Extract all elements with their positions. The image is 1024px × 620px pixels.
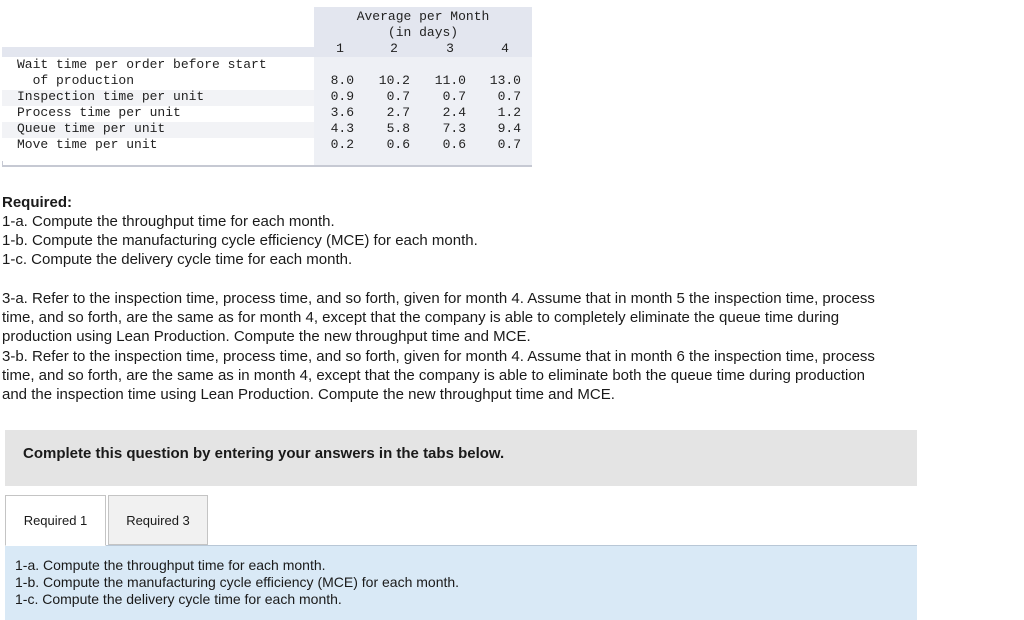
- table-header-left-band: [2, 47, 314, 57]
- row-label-inspection-time: Inspection time per unit: [17, 89, 205, 104]
- table-cell: 4.3: [330, 121, 354, 136]
- row-label-process-time: Process time per unit: [17, 105, 181, 120]
- month-3-header: 3: [446, 41, 454, 56]
- table-body: [2, 57, 532, 165]
- part3-line: 3-b. Refer to the inspection time, process time, and so forth, given for month 4. Assume that in month 6 the inspection time, process: [2, 348, 875, 365]
- table-cell: 0.7: [386, 89, 410, 104]
- table-bottom-tick: [2, 161, 3, 167]
- month-4-header: 4: [501, 41, 509, 56]
- table-cell: 10.2: [378, 73, 410, 88]
- tab-required-3[interactable]: Required 3: [108, 495, 208, 545]
- table-cell: 9.4: [497, 121, 521, 136]
- tab-required-1[interactable]: Required 1: [5, 495, 106, 546]
- table-cell: 0.7: [497, 89, 521, 104]
- table-cell: 1.2: [497, 105, 521, 120]
- instruction-banner: [5, 430, 917, 486]
- table-cell: 8.0: [330, 73, 354, 88]
- table-cell: 3.6: [330, 105, 354, 120]
- table-cell: 7.3: [442, 121, 466, 136]
- tab-content-panel: [5, 546, 917, 620]
- row-label-queue-time: Queue time per unit: [17, 121, 166, 136]
- table-cell: 0.6: [442, 137, 466, 152]
- required-item-1c: 1-c. Compute the delivery cycle time for each month.: [2, 251, 353, 268]
- table-cell: 2.4: [442, 105, 466, 120]
- table-header-subtitle: (in days): [387, 25, 459, 40]
- row-label-move-time: Move time per unit: [17, 137, 158, 152]
- table-cell: 0.7: [442, 89, 466, 104]
- tab-content-line: 1-c. Compute the delivery cycle time for each month.: [15, 591, 342, 607]
- required-item-1b: 1-b. Compute the manufacturing cycle efficiency (MCE) for each month.: [2, 232, 478, 249]
- table-cell: 5.8: [386, 121, 410, 136]
- part3-line: time, and so forth, are the same as in month 4, except that the company is able to eliminate both the queue time during production: [2, 367, 866, 384]
- required-heading: Required:: [2, 194, 73, 211]
- part3-line: 3-a. Refer to the inspection time, process time, and so forth, given for month 4. Assume that in month 5 the inspection time, process: [2, 290, 875, 307]
- table-cell: 11.0: [434, 73, 466, 88]
- table-cell: 0.2: [330, 137, 354, 152]
- row-label-wait-time: Wait time per order before start: [17, 57, 267, 72]
- part3-line: production using Lean Production. Compute the new throughput time and MCE.: [2, 328, 531, 345]
- tab-content-line: 1-a. Compute the throughput time for each month.: [15, 557, 326, 573]
- table-cell: 13.0: [489, 73, 521, 88]
- table-cell: 0.6: [386, 137, 410, 152]
- month-1-header: 1: [336, 41, 344, 56]
- table-cell: 0.9: [330, 89, 354, 104]
- table-cell: 0.7: [497, 137, 521, 152]
- table-header-title: Average per Month: [356, 9, 490, 24]
- table-cell: 2.7: [386, 105, 410, 120]
- month-2-header: 2: [390, 41, 398, 56]
- row-label-wait-time-cont: of production: [17, 73, 135, 88]
- instruction-text: Complete this question by entering your answers in the tabs below.: [23, 445, 505, 462]
- tab-content-line: 1-b. Compute the manufacturing cycle efficiency (MCE) for each month.: [15, 574, 460, 590]
- part3-line: and the inspection time using Lean Production. Compute the new throughput time and MCE.: [2, 386, 615, 403]
- required-item-1a: 1-a. Compute the throughput time for each month.: [2, 213, 335, 230]
- table-bottom-border: [2, 165, 532, 167]
- part3-line: time, and so forth, are the same as for month 4, except that the company is able to completely eliminate the queue time during: [2, 309, 840, 326]
